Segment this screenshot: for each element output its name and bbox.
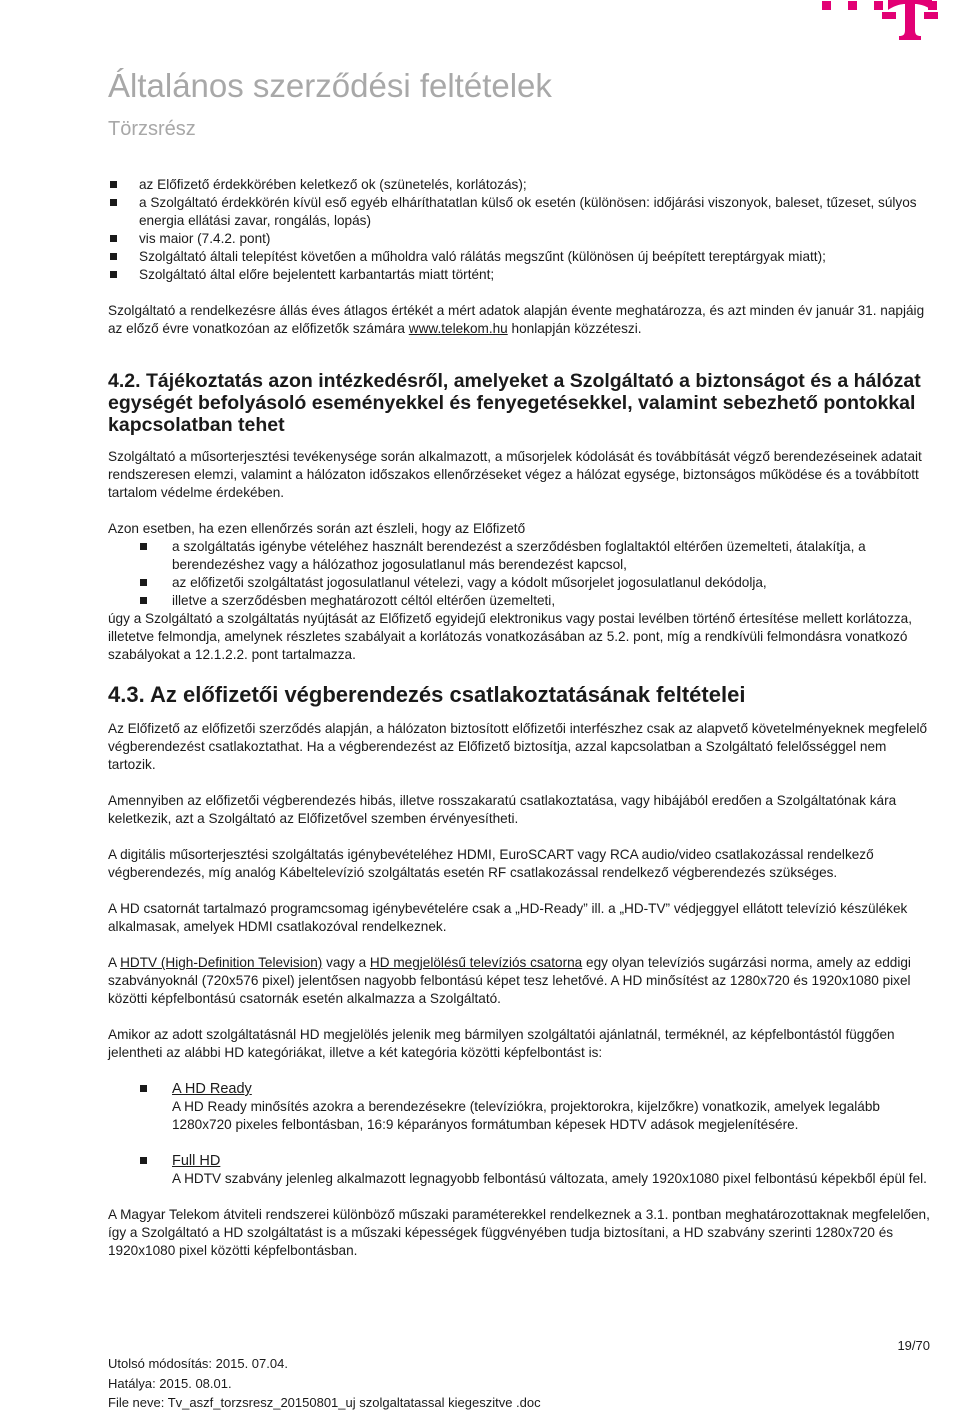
list-item: Szolgáltató által előre bejelentett karbantartás miatt történt;	[108, 266, 936, 284]
page-number: 19/70	[897, 1338, 930, 1353]
file-name: File neve: Tv_aszf_torzsresz_20150801_uj szolgaltatassal kiegeszitve .doc	[108, 1395, 541, 1410]
paragraph: Azon esetben, ha ezen ellenőrzés során azt észleli, hogy az Előfizető	[108, 521, 526, 536]
paragraph: Szolgáltató a műsorterjesztési tevékenysége során alkalmazott, a műsorjelek kódolását és továbbítását végző berendezéseinek adatait rendszeresen elemzi, valamint a hálózaton időszakos ellenőrzéseket végez a hálózat egysége, biztonságos működése és a továbbított tartalom védelme érdekében.	[108, 449, 922, 500]
paragraph: A digitális műsorterjesztési szolgáltatás igénybevételéhez HDMI, EuroSCART vagy RCA audio/video csatlakozással rendelkező végberendezés, míg analóg Kábeltelevízió szolgáltatás esetén RF csatlakozással rendelkező végberendezés szükséges.	[108, 847, 874, 880]
hdtv-term: HDTV (High-Definition Television)	[120, 955, 323, 970]
text-run: Szolgáltató a rendelkezésre állás éves átlagos értékét a mért adatok alapján évente meghatározza, és azt minden év január 31. napjáig az előző évre vonatkozóan az előfizetők számára	[108, 303, 925, 336]
list-item: a Szolgáltató érdekkörén kívül eső egyéb elháríthatatlan külső ok esetén (különösen: időjárási viszonyok, baleset, tűzeset, súlyos energia ellátási zavar, rongálás, lopás)	[108, 194, 936, 230]
violation-bullet-list	[108, 538, 936, 610]
text-run: honlapján közzéteszi.	[507, 321, 642, 336]
list-item: vis maior (7.4.2. pont)	[108, 230, 936, 248]
last-modified: Utolsó módosítás: 2015. 07.04.	[108, 1356, 288, 1371]
paragraph: úgy a Szolgáltató a szolgáltatás nyújtását az Előfizető egyidejű elektronikus vagy postai levélben történő értesítése mellett korlátozza, illetetve felmondja, amelynek részletes szabályait a korlátozás vonatkozásában az 5.2. pont, míg a rendkívüli felmondásra vonatkozó szabályokat a 12.1.2.2. pont tartalmazza.	[108, 611, 912, 662]
telekom-t-logo	[880, 0, 940, 40]
paragraph: A HD csatornát tartalmazó programcsomag igénybevételére csak a „HD-Ready” ill. a „HD-TV” védjeggyel ellátott televízió készülékek alkalmasak, amelyek HDMI csatlakozóval rendelkeznek.	[108, 901, 908, 934]
hd-category-term: Full HD	[172, 1153, 221, 1169]
document-subtitle: Törzsrész	[108, 118, 196, 140]
hd-category-item	[108, 1152, 936, 1188]
hdtv-paragraph	[108, 954, 936, 1008]
paragraph: Amennyiben az előfizetői végberendezés hibás, illetve rosszakaratú csatlakoztatása, vagy hibájából eredően a Szolgáltatónak kára keletkezik, azt a Szolgáltató az Előfizetővel szemben érvényesítheti.	[108, 793, 897, 826]
brand-dot	[848, 1, 857, 10]
telekom-link[interactable]: www.telekom.hu	[408, 321, 508, 336]
availability-paragraph	[108, 302, 936, 338]
hd-category-description: A HDTV szabvány jelenleg alkalmazott legnagyobb felbontású változata, amely 1920x1080 pixel felbontású képekből épül fel.	[172, 1171, 927, 1186]
list-item: az Előfizető érdekkörében keletkező ok (szünetelés, korlátozás);	[108, 176, 936, 194]
paragraph: A Magyar Telekom átviteli rendszerei különböző műszaki paraméterekkel rendelkeznek a 3.1. pontban meghatározottaknak megfelelően, így a Szolgáltató a HD szolgáltatást is a műszaki képességek függvényében tudja biztosítani, a HD szabvány szerinti 1280x720 és 1920x1080 pixel közötti képfelbontásban.	[108, 1207, 930, 1258]
document-title: Általános szerződési feltételek	[108, 67, 552, 104]
section-heading-4-3: 4.3. Az előfizetői végberendezés csatlakoztatásának feltételei	[108, 682, 746, 707]
hd-category-description: A HD Ready minősítés azokra a berendezésekre (televíziókra, projektorokra, kijelzőkre) vonatkozik, amelyek legalább 1280x720 pixeles felbontásban, 16:9 képarányos formátumban képesek HDTV adások megjelenítésére.	[172, 1099, 880, 1132]
text-run: egy olyan televíziós sugárzási norma, amely az eddigi szabványoknál (720x576 pixel) jelentősen nagyobb felbontású képet tesz lehetővé. A HD minősítést az 1280x720 és 1920x1080 pixel közötti képfelbontású csatornák esetén alkalmazza a Szolgáltató.	[108, 955, 911, 1006]
text-run: A	[108, 955, 121, 970]
section-heading-4-2: 4.2. Tájékoztatás azon intézkedésről, amelyeket a Szolgáltató a biztonságot és a hálózat egységét befolyásoló eseményekkel és fenyegetésekkel, valamint sebezhető pontokkal kapcsolatban tehet	[108, 370, 921, 436]
text-run: vagy a	[322, 955, 370, 970]
paragraph: Amikor az adott szolgáltatásnál HD megjelölés jelenik meg bármilyen szolgáltatói ajánlatnál, terméknél, az képfelbontástól függően jelentheti az alábbi HD kategóriákat, illetve a két kategória közötti képfelbontást is:	[108, 1027, 895, 1060]
hd-category-list	[108, 1080, 936, 1188]
hd-category-term: A HD Ready	[172, 1081, 252, 1097]
brand-dot	[822, 1, 831, 10]
list-item: Szolgáltató általi telepítést követően a műholdra való rálátás megszűnt (különösen új beépített tereptárgyak miatt);	[108, 248, 936, 266]
hd-channel-term: HD megjelölésű televíziós csatorna	[369, 955, 583, 970]
list-item: az előfizetői szolgáltatást jogosulatlanul vételezi, vagy a kódolt műsorjelet jogosulatlanul dekódolja,	[108, 574, 936, 592]
document-footer	[108, 1354, 541, 1413]
document-body	[108, 176, 936, 1260]
list-item: illetve a szerződésben meghatározott céltól eltérően üzemelteti,	[108, 592, 936, 610]
paragraph: Az Előfizető az előfizetői szerződés alapján, a hálózaton biztosított előfizetői interfészhez csak az alapvető követelményeknek megfelelő végberendezést csatlakoztathat. Ha a végberendezést az Előfizető biztosítja, azzal kapcsolatban a Szolgáltató felelősséggel nem tartozik.	[108, 721, 928, 772]
effective-date: Hatálya: 2015. 08.01.	[108, 1375, 232, 1391]
list-item: a szolgáltatás igénybe vételéhez használt berendezést a szerződésben foglaltaktól eltérően üzemelteti, átalakítja, a berendezéshez vagy a hálózathoz jogosulatlanul más berendezést kapcsol,	[108, 538, 936, 574]
intro-bullet-list	[108, 176, 936, 284]
hd-category-item	[108, 1080, 936, 1134]
